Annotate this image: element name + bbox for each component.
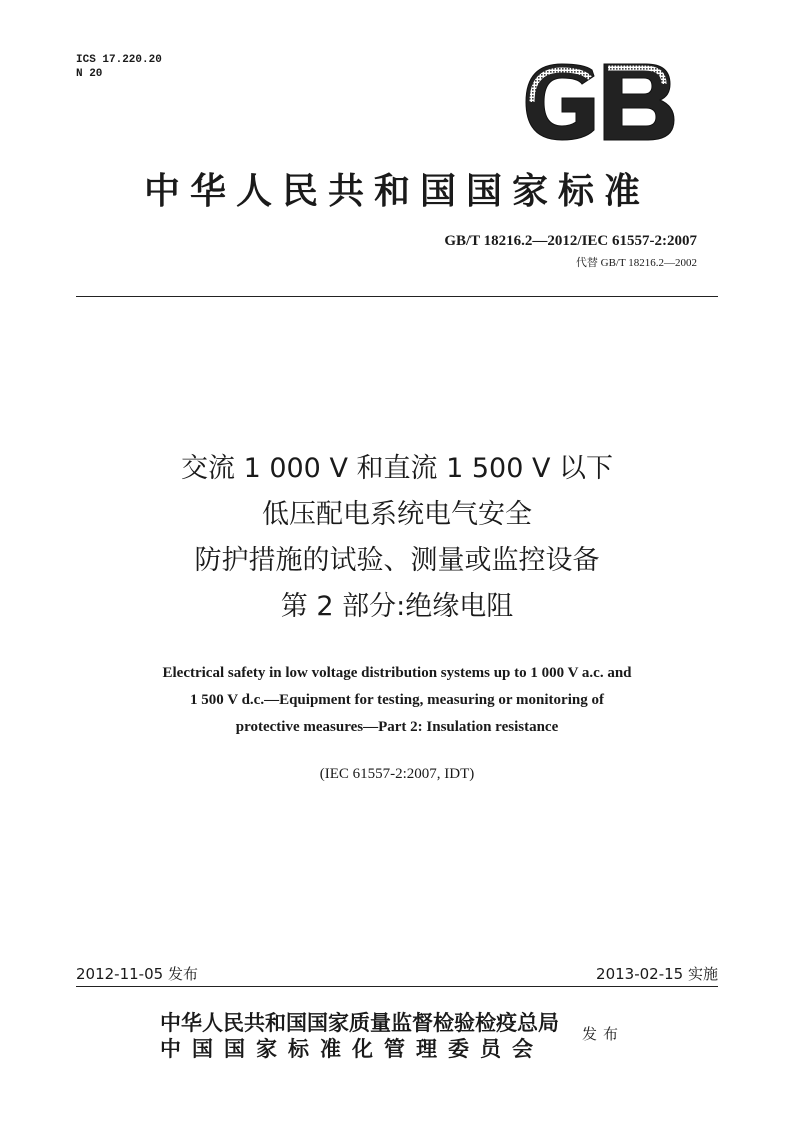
issuer-line: 中华人民共和国国家质量监督检验检疫总局 <box>160 1011 559 1035</box>
ccs-code: N 20 <box>76 68 103 80</box>
english-title-line: Electrical safety in low voltage distribution systems up to 1 000 V a.c. and <box>162 665 632 681</box>
ics-code: ICS 17.220.20 <box>76 54 162 66</box>
iec-reference: (IEC 61557-2:2007, IDT) <box>319 766 475 782</box>
issuing-authorities <box>160 1010 559 1062</box>
issue-date: 2012-11-05 发布 <box>76 965 198 983</box>
standard-number: GB/T 18216.2—2012/IEC 61557-2:2007 <box>444 233 697 249</box>
chinese-title <box>0 446 794 630</box>
implementation-date: 2013-02-15 实施 <box>596 965 718 983</box>
gb-logo-text: GB <box>520 62 522 63</box>
chinese-title-line: 交流 1 000 V 和直流 1 500 V 以下 <box>180 453 614 484</box>
standard-title: 中华人民共和国国家标准 <box>143 171 650 211</box>
english-title <box>0 660 794 741</box>
classification-codes <box>76 53 162 81</box>
english-title-line: 1 500 V d.c.—Equipment for testing, measuring or monitoring of <box>190 692 604 708</box>
chinese-title-line: 第 2 部分:绝缘电阻 <box>280 591 514 622</box>
replaces-note: 代替 GB/T 18216.2—2002 <box>575 257 697 269</box>
gb-logo-icon <box>520 62 676 142</box>
bottom-divider <box>76 986 718 987</box>
top-divider <box>76 296 718 297</box>
publish-label: 发布 <box>582 1027 625 1043</box>
issuer-line: 中国国家标准化管理委员会 <box>160 1037 544 1061</box>
chinese-title-line: 低压配电系统电气安全 <box>262 499 532 530</box>
chinese-title-line: 防护措施的试验、测量或监控设备 <box>194 545 600 576</box>
english-title-line: protective measures—Part 2: Insulation resistance <box>235 719 559 735</box>
